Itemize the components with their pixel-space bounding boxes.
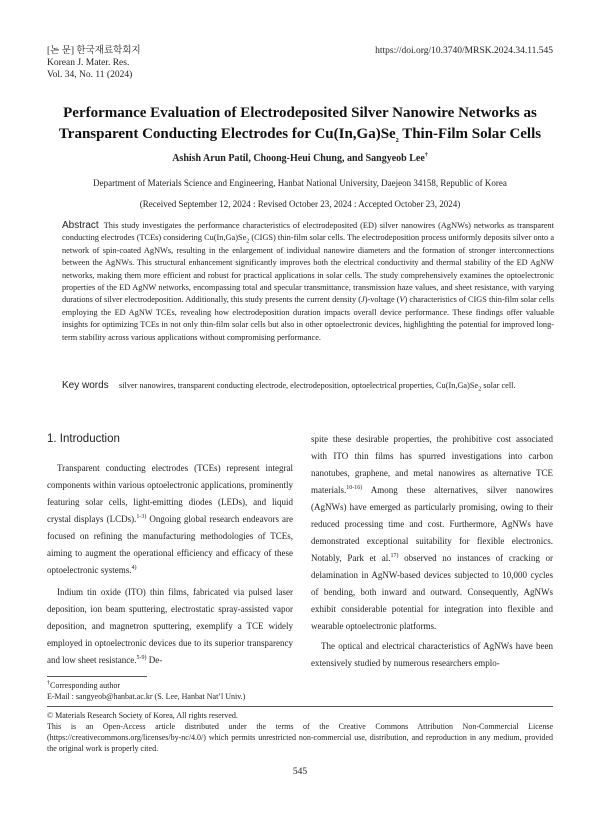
copyright-notice: © Materials Research Society of Korea, All rights reserved. This is an Open-Access article distributed under the terms of the Creative Commons Attribution Non-Commercial License (https://creativecommons.org/licenses/by-nc/4.0/) which permits unrestricted non-commercial use, distribution, and reproduction in any medium, provided the original work is properly cited. (47, 711, 553, 753)
paragraph: The optical and electrical characteristics of AgNWs have been extensively studied by numerous researchers emplo- (311, 641, 553, 668)
right-column (311, 431, 553, 672)
footnote: †Corresponding author E-Mail : sangyeob@hanbat.ac.kr (S. Lee, Hanbat Nat’l Univ.) (47, 680, 246, 701)
title-line-2: Transparent Conducting Electrodes for $Cu(In,Ga)Se_2$ Thin-Film Solar Cells (58, 126, 542, 144)
received-dates: (Received September 12, 2024 : Revised October 23, 2024 : Accepted October 23, 2024) (139, 199, 461, 209)
page-number: 545 (292, 767, 308, 777)
doi-link[interactable]: https://doi.org/10.3740/MRSK.2024.34.11.545 (375, 46, 553, 56)
corresponding-email[interactable]: E-Mail : sangyeob@hanbat.ac.kr (S. Lee, Hanbat Nat’l Univ.) (47, 692, 246, 701)
copyright-divider (47, 706, 553, 707)
paragraph: spite these desirable properties, the prohibitive cost associated with ITO thin films has spurred investigations into carbon nanotubes, graphene, and metal nanowires as alternative TCE materials.$^{10-16)}$ Among these alternatives, silver nanowires (AgNWs) have emerged as particularly promising, owing to their reduced processing time and cost. Furthermore, AgNWs have demonstrated exceptional suitability for flexible electronics. Notably, Park et al.$^{17)}$ observed no instances of cracking or delamination in AgNW-based devices subjected to 10,000 cycles of bending, both inward and outward. Consequently, AgNWs exhibit considerable potential for integration into flexible and wearable optoelectronic platforms. (311, 434, 553, 631)
abstract: Abstract This study investigates the performance characteristics of electrodeposited (ED) silver nanowires (AgNWs) networks as transparent conducting electrodes (TCEs) considering $Cu(In,Ga)Se_2$ (CIGS) thin-film solar cells. The electrodeposition process uniformly deposits silver onto a network of spin-coated AgNWs, resulting in the enlargement of individual nanowire diameters and the formation of stronger interconnections between the AgNWs. This structural enhancement significantly improves both the electrical conductivity and thermal stability of the ED AgNW networks, making them more efficient and robust for practical applications in solar cells. The study comprehensively examines the optoelectronic properties of the ED AgNW networks, encompassing total and specular transmittance, transmission haze values, and sheet resistance, with varying durations of silver electrodeposition. Additionally, this study presents the current density (J)-voltage (V) characteristics of CIGS thin-film solar cells employing the ED AgNW TCEs, revealing how electrodeposition duration impacts overall device performance. These findings offer valuable insights for optimizing TCEs in not only thin-film solar cells but also in other optoelectronic devices, highlighting the potential for improved long-term stability across various applications without compromising performance. (62, 220, 554, 342)
paragraph: Transparent conducting electrodes (TCEs) represent integral components within various optoelectronic applications, prominently featuring solar cells, light-emitting diodes (LEDs), and liquid crystal displays (LCDs).$^{1-3)}$ Ongoing global research endeavors are focused on refining the manufacturing methodologies of TCEs, aiming to augment the operational efficiency and efficacy of these optoelectronic systems.$^{4)}$ (47, 463, 293, 575)
keywords (62, 380, 554, 392)
title-line-1: Performance Evaluation of Electrodeposited Silver Nanowire Networks as (63, 105, 537, 121)
journal-header (47, 45, 141, 81)
keywords-text: silver nanowires, transparent conducting electrode, electrodeposition, optoelectrical properties, $Cu(In,Ga)Se_2$ solar cell. (119, 381, 516, 393)
left-column (47, 460, 293, 669)
paragraph: Indium tin oxide (ITO) thin films, fabricated via pulsed laser deposition, ion beam sputtering, electrostatic spray-assisted vapor deposition, and magnetron sputtering, exemplify a TCE widely employed in optoelectronic devices due to its superior transparency and low sheet resistance.$^{5-9)}$ De- (47, 587, 293, 665)
paper-title (30, 103, 570, 145)
author-list: Ashish Arun Patil, Choong-Heui Chung, and Sangyeob Lee† (172, 152, 428, 164)
journal-english-name: Korean J. Mater. Res. (47, 58, 130, 68)
footnote-divider (47, 676, 147, 677)
affiliation: Department of Materials Science and Engineering, Hanbat National University, Daejeon 34158, Republic of Korea (93, 178, 507, 188)
journal-korean-name: [논 문] 한국재료학회지 (47, 46, 141, 56)
keywords-label: Key words (62, 380, 109, 391)
corresponding-mark: † (424, 152, 428, 159)
section-heading-introduction: 1. Introduction (47, 433, 120, 445)
journal-volume: Vol. 34, No. 11 (2024) (47, 70, 133, 80)
abstract-label: Abstract (62, 220, 99, 231)
